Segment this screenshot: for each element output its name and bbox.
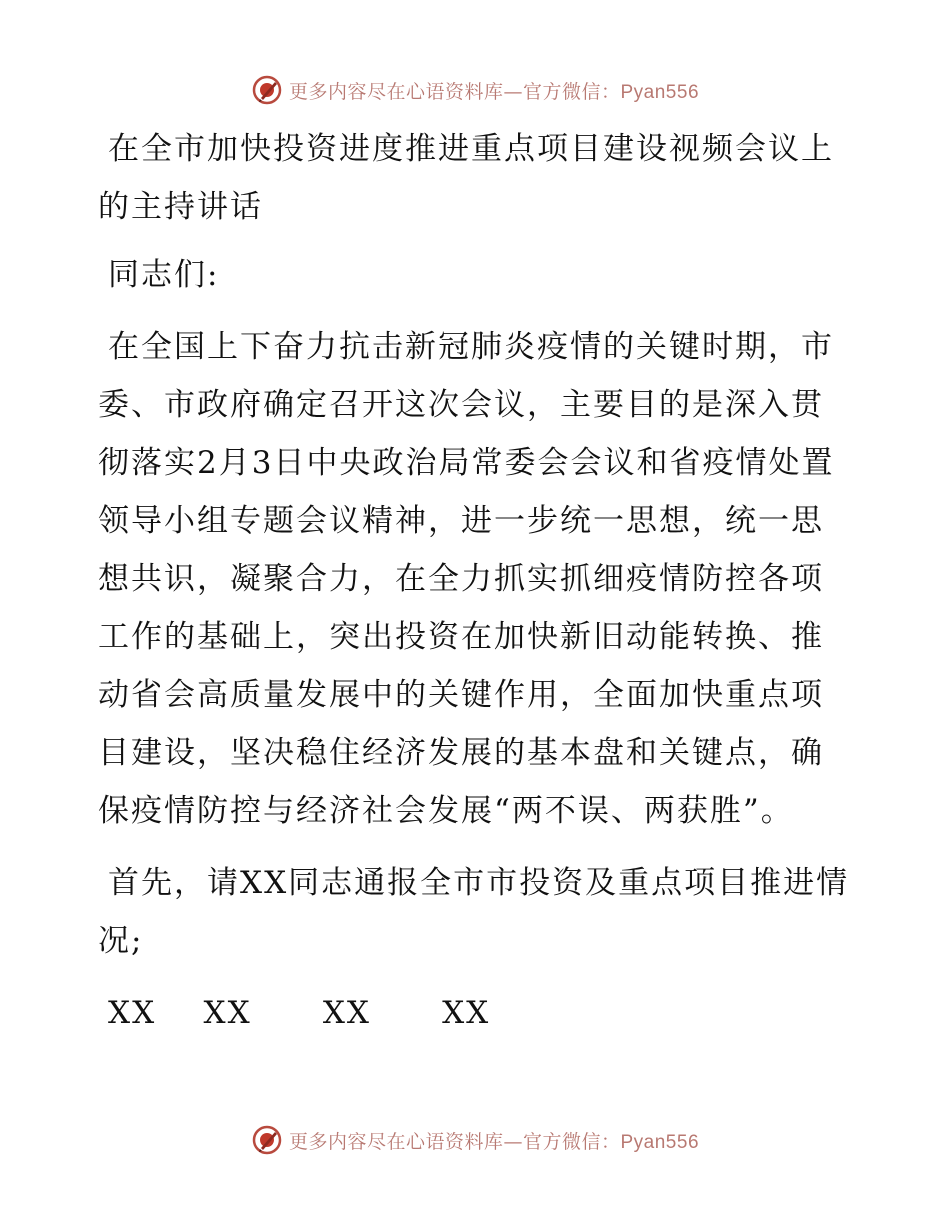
body-paragraph-2: 首先，请XX同志通报全市市投资及重点项目推进情况;: [98, 865, 850, 959]
watermark-wechat-label: 官方微信：: [522, 1130, 621, 1153]
watermark-separator: —: [503, 1130, 523, 1153]
watermark-slogan: 更多内容尽在心语资料库: [288, 80, 504, 103]
signoff-line: XX XX XX XX: [108, 995, 491, 1031]
header-watermark: [0, 70, 950, 110]
watermark-wechat-id: Pyan556: [620, 1131, 700, 1153]
watermark-text: [289, 1127, 699, 1154]
pen-logo-icon: [251, 1124, 283, 1156]
footer-watermark: [0, 1120, 950, 1160]
pen-logo-icon: [251, 74, 283, 106]
document-title: 在全市加快投资进度推进重点项目建设视频会议上的主持讲话: [98, 131, 834, 225]
document-body: [98, 120, 850, 1042]
watermark-slogan: 更多内容尽在心语资料库: [288, 1130, 504, 1153]
body-paragraph-1: 在全国上下奋力抗击新冠肺炎疫情的关键时期，市委、市政府确定召开这次会议，主要目的是深入贯彻落实2月3日中央政治局常委会会议和省疫情处置领导小组专题会议精神，进一步统一思想，统一思想共识，凝聚合力，在全力抓实抓细疫情防控各项工作的基础上，突出投资在加快新旧动能转换、推动省会高质量发展中的关键作用，全面加快重点项目建设，坚决稳住经济发展的基本盘和关键点，确保疫情防控与经济社会发展“两不误、两获胜”。: [98, 329, 835, 829]
salutation: 同志们:: [108, 257, 220, 293]
watermark-text: [289, 77, 699, 104]
watermark-wechat-label: 官方微信：: [522, 80, 621, 103]
watermark-separator: —: [503, 80, 523, 103]
watermark-wechat-id: Pyan556: [620, 81, 700, 103]
